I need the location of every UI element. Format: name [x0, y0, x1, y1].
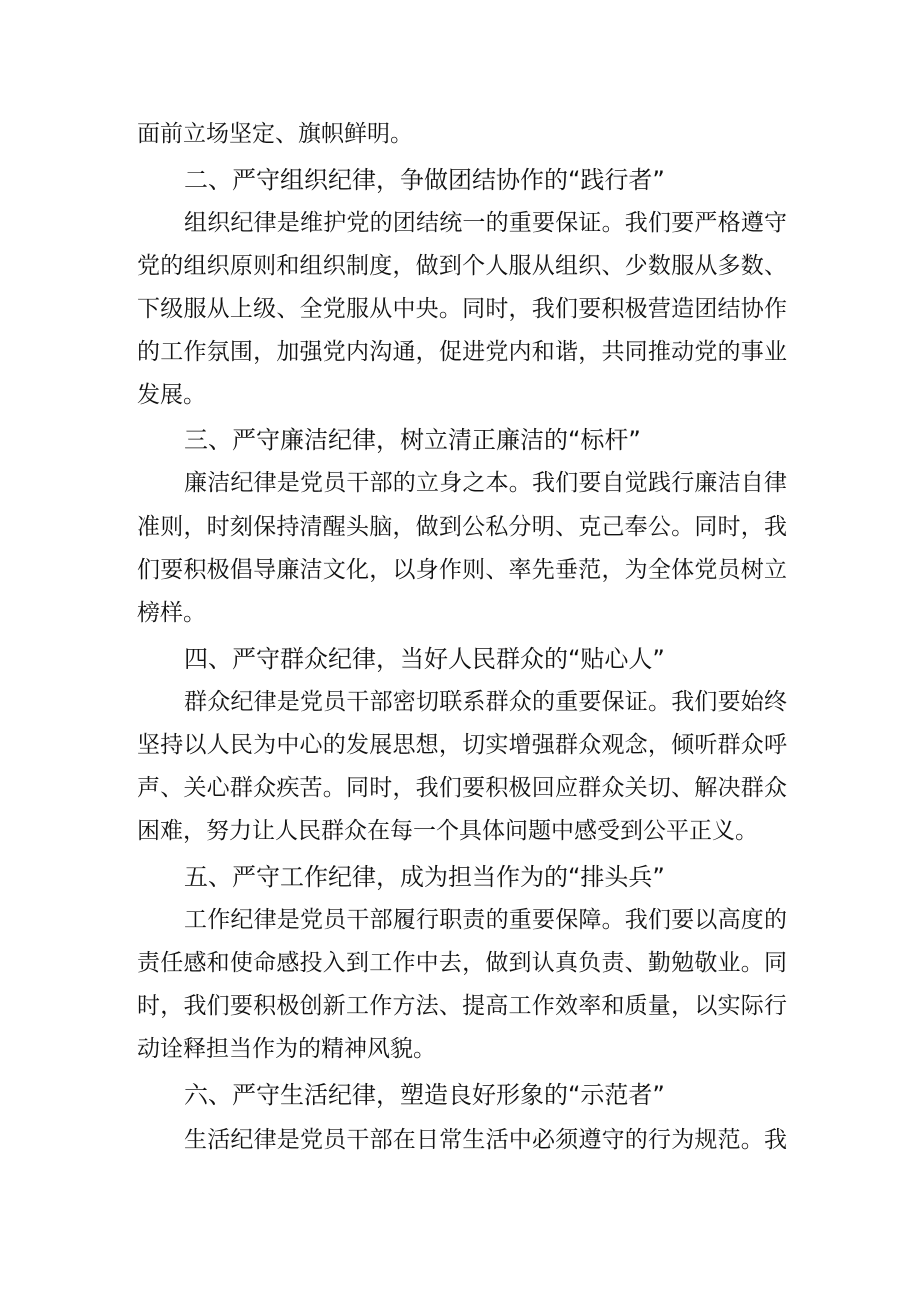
- paragraph-line: 下级服从上级、全党服从中央。同时，我们要积极营造团结协作: [137, 296, 787, 322]
- paragraph-line: 廉洁纪律是党员干部的立身之本。我们要自觉践行廉洁自律: [184, 470, 787, 496]
- paragraph-line: 发展。: [137, 382, 206, 408]
- paragraph-line: 党的组织原则和组织制度，做到个人服从组织、少数服从多数、: [137, 253, 787, 279]
- paragraph-line: 责任感和使命感投入到工作中去，做到认真负责、勤勉敬业。同: [137, 950, 787, 976]
- paragraph-line: 工作纪律是党员干部履行职责的重要保障。我们要以高度的: [184, 907, 787, 933]
- paragraph-line: 面前立场坚定、旗帜鲜明。: [137, 121, 413, 147]
- paragraph-line: 声、关心群众疾苦。同时，我们要积极回应群众关切、解决群众: [137, 775, 787, 801]
- paragraph-line: 动诠释担当作为的精神风貌。: [137, 1036, 436, 1062]
- paragraph-line: 生活纪律是党员干部在日常生活中必须遵守的行为规范。我: [184, 1127, 787, 1153]
- section-heading-5: 五、严守工作纪律，成为担当作为的“排头兵”: [184, 863, 665, 891]
- section-heading-6: 六、严守生活纪律，塑造良好形象的“示范者”: [184, 1081, 665, 1109]
- paragraph-line: 组织纪律是维护党的团结统一的重要保证。我们要严格遵守: [184, 210, 787, 236]
- paragraph-line: 坚持以人民为中心的发展思想，切实增强群众观念，倾听群众呼: [137, 732, 787, 758]
- paragraph-line: 准则，时刻保持清醒头脑，做到公私分明、克己奉公。同时，我: [137, 514, 787, 540]
- section-heading-3: 三、严守廉洁纪律，树立清正廉洁的“标杆”: [184, 426, 641, 454]
- paragraph-line: 们要积极倡导廉洁文化，以身作则、率先垂范，为全体党员树立: [137, 557, 787, 583]
- section-heading-2: 二、严守组织纪律，争做团结协作的“践行者”: [184, 166, 665, 194]
- paragraph-line: 困难，努力让人民群众在每一个具体问题中感受到公平正义。: [137, 818, 758, 844]
- section-heading-4: 四、严守群众纪律，当好人民群众的“贴心人”: [184, 645, 665, 673]
- paragraph-line: 的工作氛围，加强党内沟通，促进党内和谐，共同推动党的事业: [137, 339, 787, 365]
- paragraph-line: 时，我们要积极创新工作方法、提高工作效率和质量，以实际行: [137, 993, 787, 1019]
- paragraph-line: 榜样。: [137, 600, 206, 626]
- paragraph-line: 群众纪律是党员干部密切联系群众的重要保证。我们要始终: [184, 689, 787, 715]
